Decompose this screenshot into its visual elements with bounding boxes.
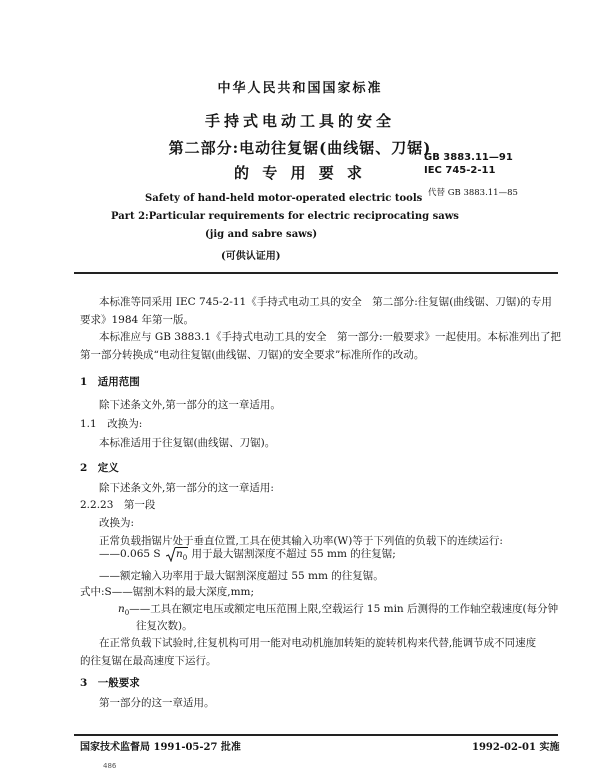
national-standard-heading: 中华人民共和国国家标准 bbox=[217, 81, 383, 96]
test-note-line-2: 的往复锯在最高速度下运行。 bbox=[80, 655, 217, 667]
section-1-1-text: 本标准适用于往复锯(曲线锯、刀锯)。 bbox=[99, 437, 276, 449]
where-line: 式中:S——锯割木料的最大深度,mm; bbox=[80, 586, 255, 598]
footer-divider bbox=[74, 734, 558, 736]
section-1-title: 1 适用范围 bbox=[80, 376, 140, 388]
intro-p2-line-1: 本标准应与 GB 3883.1《手持式电动工具的安全 第一部分:一般要求》一起使用。本标准列出了把 bbox=[99, 331, 562, 343]
title-cn-line-2: 第二部分:电动往复锯(曲线锯、刀锯) bbox=[168, 139, 432, 157]
n0-text: ——工具在额定电压或额定电压范围上限,空载运行 15 min 后测得的工作轴空载速度(每分钟 bbox=[129, 603, 559, 615]
section-2-title: 2 定义 bbox=[80, 462, 119, 474]
standard-code-gb: GB 3883.11—91 bbox=[424, 152, 513, 163]
section-3-title: 3 一般要求 bbox=[80, 677, 140, 689]
intro-p1-line-2: 要求》1984 年第一版。 bbox=[80, 314, 195, 326]
section-1-text: 除下述条文外,第一部分的这一章适用。 bbox=[99, 399, 281, 411]
approval-date: 国家技术监督局 1991-05-27 批准 bbox=[80, 742, 241, 753]
page-number: 486 bbox=[103, 762, 117, 770]
rated-input-line: ——额定输入功率用于最大锯割深度超过 55 mm 的往复锯。 bbox=[99, 570, 384, 582]
sqrt-sign bbox=[166, 545, 188, 567]
n0-definition-line-1 bbox=[118, 602, 558, 620]
intro-p1-line-1: 本标准等同采用 IEC 745-2-11《手持式电动工具的安全 第二部分:往复锯(曲线锯、刀锯)的专用 bbox=[99, 296, 552, 308]
title-cn-line-3: 的 专 用 要 求 bbox=[234, 164, 366, 182]
formula-suffix: 用于最大锯割深度不超过 55 mm 的往复锯; bbox=[191, 548, 396, 560]
header-divider bbox=[74, 272, 558, 274]
intro-p2-line-2: 第一部分转换成“电动往复锯(曲线锯、刀锯)的安全要求”标准所作的改动。 bbox=[80, 349, 425, 361]
replaces-standard: 代替 GB 3883.11—85 bbox=[428, 188, 518, 198]
formula-line bbox=[99, 545, 396, 563]
section-1-1-title: 1.1 改换为: bbox=[80, 418, 143, 430]
title-en-line-1: Safety of hand-held motor-operated electric tools bbox=[145, 193, 423, 204]
implementation-date: 1992-02-01 实施 bbox=[472, 742, 560, 753]
section-2-2-23-title: 2.2.23 第一段 bbox=[80, 499, 156, 511]
formula-variable-n: n bbox=[175, 548, 183, 560]
title-en-line-2: Part 2:Particular requirements for electric reciprocating saws bbox=[111, 211, 459, 222]
sqrt-radical-icon bbox=[166, 547, 176, 562]
normal-load-definition: 正常负载指锯片处于垂直位置,工具在使其输入功率(W)等于下列值的负载下的连续运行: bbox=[99, 535, 503, 547]
n0-definition-line-2: 往复次数)。 bbox=[136, 620, 193, 632]
title-cn-line-1: 手持式电动工具的安全 bbox=[204, 112, 395, 130]
sqrt-radicand bbox=[175, 547, 188, 563]
n0-variable: n bbox=[118, 603, 125, 615]
section-2-2-23-change: 改换为: bbox=[99, 517, 135, 529]
n0-subscript: 0 bbox=[124, 609, 130, 618]
test-note-line-1: 在正常负载下试验时,往复机构可用一能对电动机施加转矩的旋转机构来代替,能调节成不同速度 bbox=[99, 637, 537, 649]
formula-subscript: 0 bbox=[182, 554, 188, 563]
title-en-line-4: (可供认证用) bbox=[221, 251, 281, 262]
section-3-text: 第一部分的这一章适用。 bbox=[99, 697, 215, 709]
section-2-text: 除下述条文外,第一部分的这一章适用: bbox=[99, 482, 274, 494]
formula-prefix: ——0.065 S bbox=[99, 548, 161, 560]
title-en-line-3: (jig and sabre saws) bbox=[205, 229, 318, 240]
standard-code-iec: IEC 745-2-11 bbox=[424, 165, 496, 176]
